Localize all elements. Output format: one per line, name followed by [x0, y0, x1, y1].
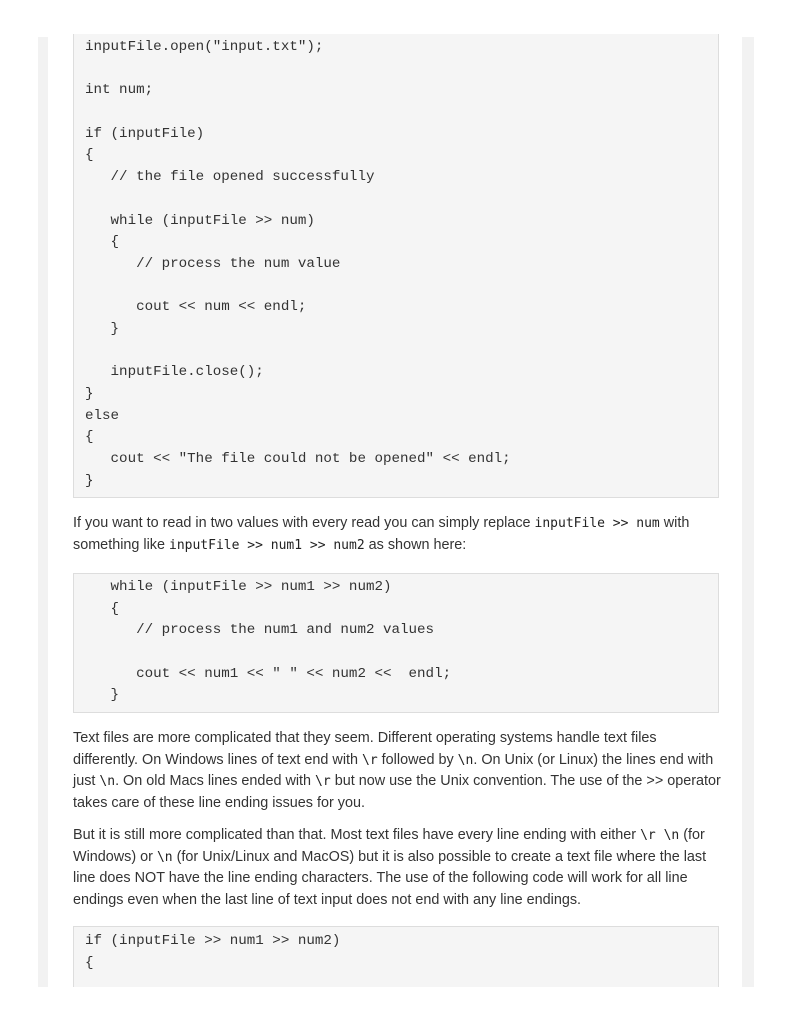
- code-line: {: [85, 954, 94, 971]
- paragraph-text: (for Windows) or: [73, 827, 705, 865]
- paragraph-two-values: [73, 513, 721, 556]
- code-line: // process the num1 and num2 values: [85, 622, 435, 639]
- code-line: }: [85, 386, 94, 402]
- code-block-file-read: [73, 34, 719, 498]
- code-line: while (inputFile >> num1 >> num2): [85, 579, 392, 595]
- code-line: cout << num1 << " " << num2 << endl;: [85, 665, 452, 682]
- inline-code: \n: [457, 752, 474, 768]
- code-line: [85, 974, 707, 987]
- inline-code: inputFile >> num: [534, 516, 660, 531]
- code-line: cout << "The file could not be opened" << endl;: [85, 451, 511, 468]
- inline-code: \n: [156, 849, 173, 865]
- code-line: int num;: [85, 82, 154, 99]
- code-line: {: [85, 429, 94, 446]
- code-block-two-values: [73, 573, 719, 713]
- code-line: inputFile.open("input.txt");: [85, 39, 324, 55]
- code-line: {: [85, 234, 120, 251]
- paragraph-text: Text files are more complicated that they seem. Different operating systems handle text files differently. On Windows lines of text end with: [73, 730, 657, 768]
- code-line: [85, 59, 707, 81]
- inline-code: \r: [362, 752, 378, 768]
- code-line: // the file opened successfully: [85, 169, 375, 186]
- code-line: [85, 102, 707, 124]
- paragraph-text: with something like: [73, 515, 690, 553]
- paragraph-complicated: [73, 825, 721, 911]
- code-line: inputFile.close();: [85, 364, 264, 381]
- code-line: {: [85, 600, 120, 617]
- paragraph-text: . On old Macs lines ended with: [115, 773, 316, 789]
- code-line: while (inputFile >> num): [85, 212, 315, 229]
- paragraph-line-endings: [73, 728, 721, 814]
- paragraph-text: but now use the Unix convention. The use of the >> operator takes care of these line ending issues for you.: [73, 773, 721, 811]
- code-line: [85, 189, 707, 211]
- paragraph-text: But it is still more complicated than that. Most text files have every line ending with either: [73, 827, 641, 843]
- paragraph-text: If you want to read in two values with every read you can simply replace: [73, 515, 535, 531]
- inline-code: inputFile >> num1 >> num2: [169, 537, 365, 553]
- code-line: }: [85, 687, 120, 704]
- code-line: cout << num << endl;: [85, 299, 307, 316]
- code-line: else: [85, 407, 120, 424]
- code-line: }: [85, 320, 120, 337]
- right-margin-strip: [742, 37, 754, 987]
- code-line: [85, 341, 707, 363]
- code-line: [85, 642, 707, 664]
- code-line: {: [85, 147, 94, 164]
- code-line: }: [85, 472, 94, 489]
- paragraph-text: followed by: [377, 751, 458, 768]
- left-margin-strip: [38, 37, 48, 987]
- inline-code: \r: [315, 774, 331, 789]
- code-block-if-read: [73, 926, 719, 987]
- paragraph-text: as shown here:: [364, 536, 467, 553]
- paragraph-text: . On Unix (or Linux) the lines end with just: [73, 751, 714, 789]
- code-line: if (inputFile): [85, 125, 205, 142]
- paragraph-text: (for Unix/Linux and MacOS) but it is also possible to create a text file where the last line does NOT have the line ending characters. The use of the following code will work for all line endings even when the last line of text input does not end with any line endings.: [73, 848, 707, 908]
- code-line: if (inputFile >> num1 >> num2): [85, 933, 341, 949]
- inline-code: \n: [99, 774, 116, 789]
- inline-code: \r \n: [640, 828, 680, 843]
- code-line: [85, 276, 707, 298]
- code-line: // process the num value: [85, 255, 341, 272]
